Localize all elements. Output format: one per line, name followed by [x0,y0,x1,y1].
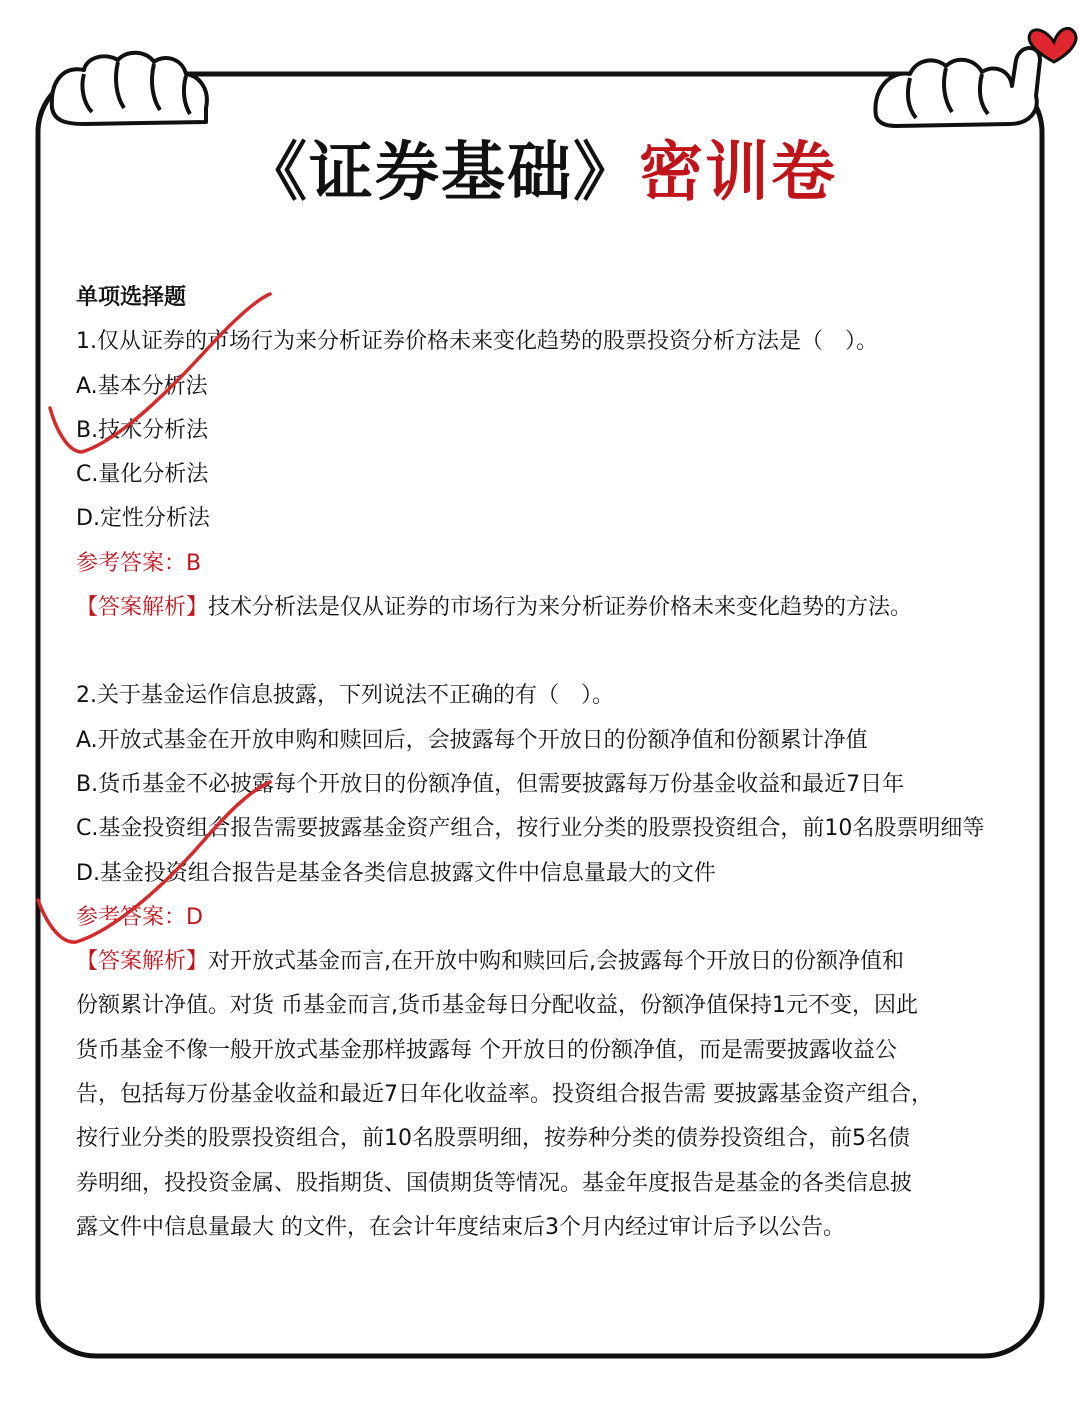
exam-content [76,276,1026,1250]
section-title: 单项选择题 [76,285,187,310]
q1-analysis [76,586,1026,630]
q1-option-a: A.基本分析法 [76,373,208,399]
q1-option-b: B.技术分析法 [76,417,209,443]
q2-analysis-label: 【答案解析】 [76,949,209,975]
q2-analysis-text-1: 对开放式基金而言,在开放中购和赎回后,会披露每个开放日的份额净值和 [208,949,905,975]
q2-option-d: D.基金投资组合报告是基金各类信息披露文件中信息量最大的文件 [76,860,716,886]
question-1: 1.仅从证券的市场行为来分析证券价格未来变化趋势的股票投资分析方法是（ ）。 [76,329,878,355]
q2-analysis-line-6: 券明细，投投资金属、股指期货、国债期货等情况。基金年度报告是基金的各类信息披 [76,1170,913,1196]
right-hand-icon [875,48,1040,126]
q2-option-b: B.货币基金不必披露每个开放日的份额净值，但需要披露每万份基金收益和最近7日年 [76,771,905,797]
q2-option-c: C.基金投资组合报告需要披露基金资产组合，按行业分类的股票投资组合，前10名股票明细等 [76,816,985,842]
q1-option-c: C.量化分析法 [76,462,209,488]
left-hand-icon [52,53,207,124]
q2-analysis-line-1 [76,940,1026,984]
page-title [0,128,1080,218]
title-accent: 密训卷 [639,135,837,210]
q2-answer: 参考答案：D [76,904,203,930]
q2-analysis-line-7: 露文件中信息量最大 的文件，在会计年度结束后3个月内经过审计后予以公告。 [76,1214,845,1240]
question-2: 2.关于基金运作信息披露，下列说法不正确的有（ ）。 [76,683,614,709]
q2-analysis-line-5: 按行业分类的股票投资组合，前10名股票明细，按券种分类的债券投资组合，前5名债 [76,1126,910,1152]
q1-analysis-label: 【答案解析】 [76,595,209,621]
question-spacer [76,630,1026,674]
q2-analysis-line-2: 份额累计净值。对货 币基金而言,货币基金每日分配收益，份额净值保持1元不变，因此 [76,993,918,1019]
q2-analysis-line-3: 货币基金不像一般开放式基金那样披露每 个开放日的份额净值，而是需要披露收益公 [76,1037,897,1063]
q2-analysis-line-4: 告，包括每万份基金收益和最近7日年化收益率。投资组合报告需 要披露基金资产组合， [76,1082,933,1108]
q2-option-a: A.开放式基金在开放申购和赎回后，会披露每个开放日的份额净值和份额累计净值 [76,727,868,753]
q1-answer: 参考答案：B [76,550,202,576]
title-main: 《证券基础》 [243,135,639,210]
q1-analysis-text: 技术分析法是仅从证券的市场行为来分析证券价格未来变化趋势的方法。 [208,595,913,621]
q1-option-d: D.定性分析法 [76,506,210,532]
